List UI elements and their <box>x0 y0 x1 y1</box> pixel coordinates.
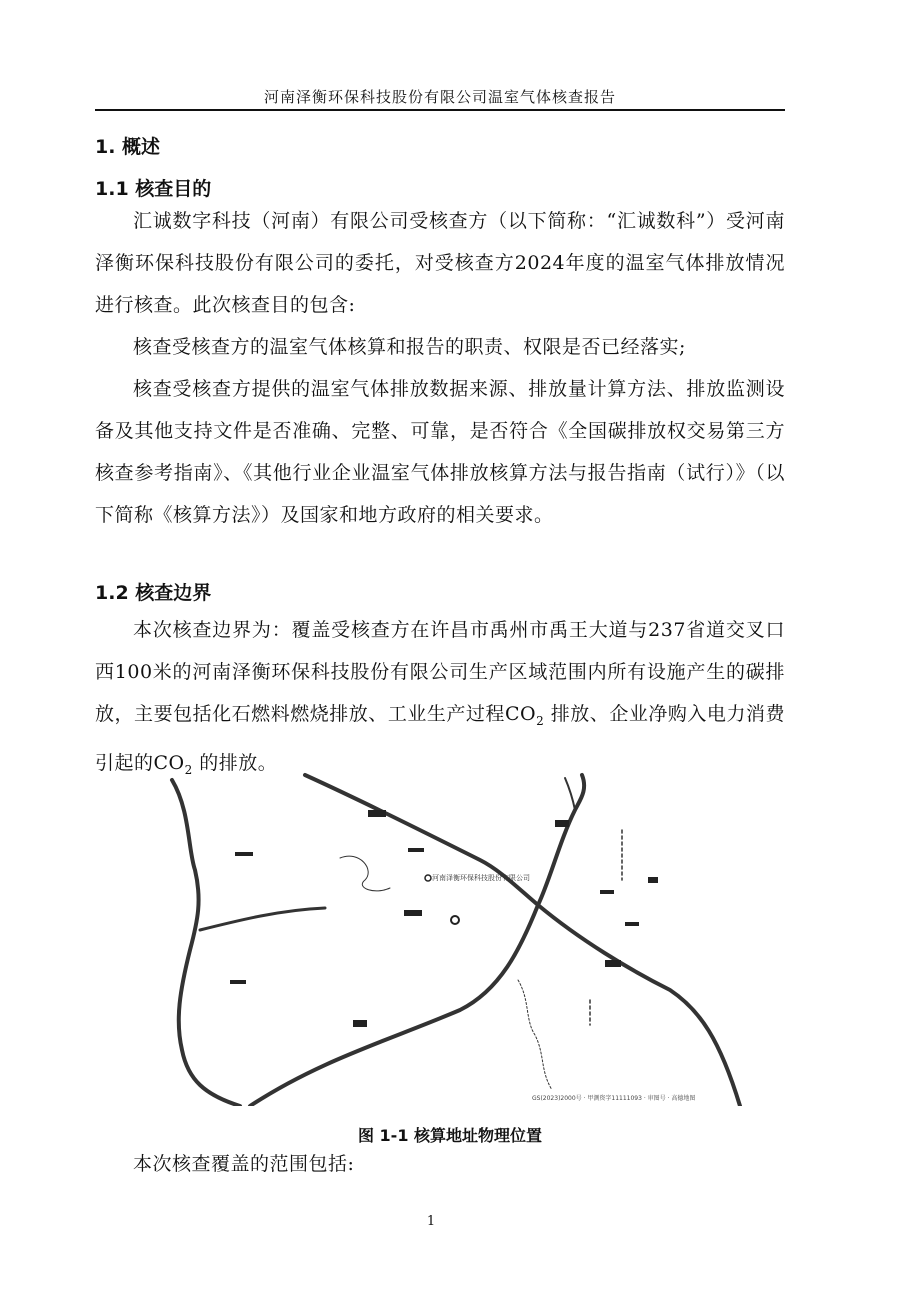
map-company-label: 河南泽衡环保科技股份有限公司 <box>432 874 530 882</box>
map-place-label <box>648 877 658 883</box>
section-heading-purpose: 1.1 核查目的 <box>95 178 212 200</box>
section-heading-overview: 1. 概述 <box>95 136 161 158</box>
map-road <box>172 780 240 1106</box>
figure-caption: 图 1-1 核算地址物理位置 <box>357 1126 543 1145</box>
boundary-text-part1: 本次核查边界为：覆盖受核查方在许昌市禹州市禹王大道与237省道交叉口西100米的河南泽衡环保科技股份有限公司生产区域范围内所有设施产生的碳排放，主要包括化石燃料燃烧排放、工业生产过程CO <box>95 619 785 725</box>
boundary-text-part3: 的排放。 <box>192 751 278 774</box>
co2-subscript: 2 <box>536 713 545 728</box>
map-place-label <box>625 922 639 926</box>
location-pin-icon <box>425 875 431 881</box>
map-road-badge <box>353 1020 367 1027</box>
purpose-item-data-accuracy: 核查受核查方提供的温室气体排放数据来源、排放量计算方法、排放监测设备及其他支持文件是否准确、完整、可靠，是否符合《全国碳排放权交易第三方核查参考指南》、《其他行业企业温室气体排放核算方法与报告指南（试行）》（以下简称《核算方法》）及国家和地方政府的相关要求。 <box>95 378 785 526</box>
co2-subscript: 2 <box>184 762 193 777</box>
page-number: 1 <box>426 1214 436 1229</box>
map-road <box>538 775 584 905</box>
boundary-text-part2: 排放、企业净购入电力消费引起的CO <box>95 703 785 774</box>
map-footer-text: GS(2023)2000号 · 甲测资字11111093 · 审图号 · 高德地图 <box>532 1095 696 1102</box>
boundary-paragraph <box>95 609 785 791</box>
map-road-badge <box>605 960 621 967</box>
map-road-badge <box>555 820 569 827</box>
purpose-intro-paragraph: 汇诚数字科技（河南）有限公司受核查方（以下简称：“汇诚数科”）受河南泽衡环保科技股份有限公司的委托，对受核查方2024年度的温室气体排放情况进行核查。此次核查目的包含: <box>95 210 785 316</box>
map-place-label <box>404 910 422 916</box>
map-river <box>340 856 390 891</box>
map-road <box>305 775 538 905</box>
map-place-label <box>230 980 246 984</box>
map-road-badge <box>368 810 386 817</box>
map-place-label <box>408 848 424 852</box>
map-road <box>565 778 575 810</box>
purpose-item-responsibility: 核查受核查方的温室气体核算和报告的职责、权限是否已经落实; <box>133 336 686 358</box>
map-place-label <box>600 890 614 894</box>
map-road <box>538 905 740 1106</box>
map-road <box>250 905 538 1106</box>
map-company-marker <box>425 873 530 924</box>
header-divider <box>95 109 785 111</box>
report-header: 河南泽衡环保科技股份有限公司温室气体核查报告 <box>263 88 616 106</box>
map-place-label <box>235 852 253 856</box>
location-map <box>160 770 750 1106</box>
section-heading-boundary: 1.2 核查边界 <box>95 582 212 604</box>
scope-intro: 本次核查覆盖的范围包括: <box>133 1153 355 1175</box>
map-river <box>518 980 552 1090</box>
map-road <box>200 908 325 930</box>
location-pin-icon <box>451 916 459 924</box>
